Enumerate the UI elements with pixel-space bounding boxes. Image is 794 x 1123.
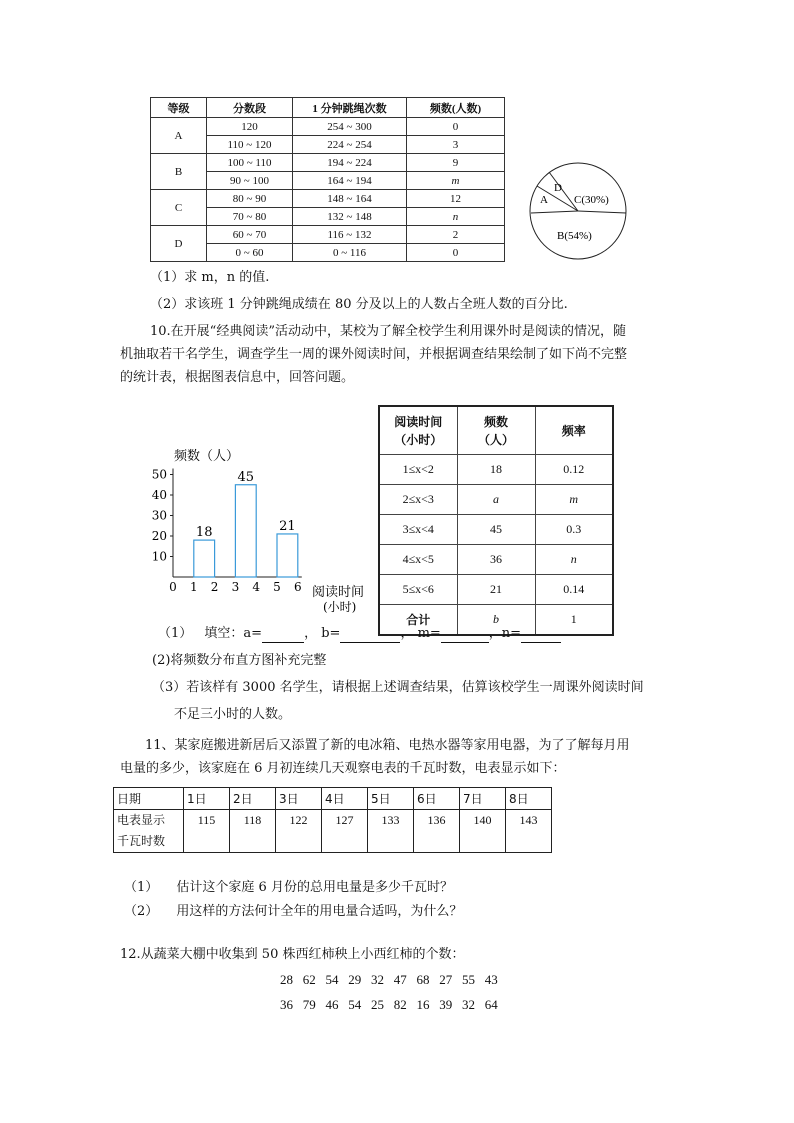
x-tick-label: 3 [231,580,240,594]
blank-n[interactable] [521,628,561,643]
table-cell: 1 [535,605,613,636]
grade-table [150,97,505,262]
q10-sub1-m: ， m= [400,626,441,641]
q12-line: 12.从蔬菜大棚中收集到 50 株西红柿秧上小西红柿的个数： [120,947,465,962]
table-cell: 194 ~ 224 [293,154,407,172]
blank-a[interactable] [262,628,304,643]
table-cell: 224 ~ 254 [293,136,407,154]
q11-part2-number: （2） [124,904,159,919]
pie-divider [531,211,578,213]
meter-table [113,787,552,853]
table-cell: 0.14 [535,575,613,605]
q10-part2: (2)将频数分布直方图补充完整 [152,653,327,668]
pie-label-c: C(30%) [574,194,609,206]
y-tick-label: 40 [151,488,167,502]
table-row [379,575,613,605]
reading-frequency-table [378,405,614,636]
x-axis-label: 阅读时间 [312,585,365,600]
q11-part2 [124,903,462,921]
q9-part2: （2）求该班 1 分钟跳绳成绩在 80 分及以上的人数占全班人数的百分比. [150,297,568,312]
table-cell: 2≤x<3 [379,485,457,515]
q9-part1: （1）求 m，n 的值. [150,270,270,285]
reading-cell: 140 [460,810,506,853]
table-cell: 254 ~ 300 [293,118,407,136]
q10-part3: （3）若该样有 3000 名学生，请根据上述调查结果，估算该校学生一周课外阅读时间 [152,680,644,695]
reading-label-line: 电表显示 [117,813,166,827]
table-cell: 60 ~ 70 [207,226,293,244]
q11-part1 [124,879,453,897]
table-row [151,154,505,172]
table-cell: m [407,172,505,190]
q11-line: 11、某家庭搬进新居后又添置了新的电冰箱、电热水器等家用电器，为了了解每月用 [145,738,630,753]
q12-data-row: 36 79 46 54 25 82 16 39 32 64 [280,997,498,1012]
table-cell: 3 [407,136,505,154]
table-cell: 116 ~ 132 [293,226,407,244]
q12-data-row: 28 62 54 29 32 47 68 27 55 43 [280,972,498,987]
reading-label [114,810,184,853]
reading-cell: 115 [184,810,230,853]
grade-cell: B [151,154,207,190]
y-tick-label: 10 [151,549,167,564]
x-tick-label: 6 [293,580,302,594]
histogram-bar [194,540,215,577]
day-cell: 3日 [276,788,322,810]
q10-sub1-number: （1） [158,626,193,641]
grade-cell: D [151,226,207,262]
header-cell: 频数(人数) [407,98,505,118]
table-cell: 36 [457,545,535,575]
blank-m[interactable] [441,628,489,643]
histogram-bar [235,485,256,577]
pie-divider [578,211,626,213]
q10-line: 10.在开展“经典阅读”活动动中，某校为了解全校学生利用课外时是阅读的情况，随 [150,324,626,339]
header-cell: 频率 [535,406,613,455]
y-axis-label: 频数（人） [174,449,240,464]
table-row [114,788,552,810]
x-tick-label: 4 [252,580,261,594]
table-cell: 3≤x<4 [379,515,457,545]
pie-label-b: B(54%) [557,230,592,242]
y-tick-label: 50 [151,467,167,482]
q10-line: 机抽取若干名学生，调查学生一周的课外阅读时间，并根据调查结果绘制了如下尚不完整 [120,347,628,362]
day-cell: 4日 [322,788,368,810]
day-cell: 2日 [230,788,276,810]
grade-table-header [151,98,505,118]
day-cell: 1日 [184,788,230,810]
header-cell: 1 分钟跳绳次数 [293,98,407,118]
table-cell: 132 ~ 148 [293,208,407,226]
table-header-row [379,406,613,455]
table-cell: 5≤x<6 [379,575,457,605]
q11-part1-number: （1） [124,880,159,895]
table-cell: 12 [407,190,505,208]
x-tick-label: 1 [189,580,198,594]
q10-part3-cont: 不足三小时的人数。 [174,707,292,722]
header-cell: 频数 （人） [457,406,535,455]
table-cell: 4≤x<5 [379,545,457,575]
x-tick-label: 2 [210,580,219,594]
table-row [379,545,613,575]
x-tick-label: 5 [273,580,281,594]
table-cell: 0.12 [535,455,613,485]
table-cell: 164 ~ 194 [293,172,407,190]
header-cell: 阅读时间 （小时） [379,406,457,455]
table-row [379,515,613,545]
table-cell: 2 [407,226,505,244]
table-cell: 110 ~ 120 [207,136,293,154]
q10-sub1-n: ，n= [488,626,522,641]
table-row [151,118,505,136]
table-cell: 0 [407,118,505,136]
table-row [379,485,613,515]
pie-label-a: A [540,194,548,206]
q11-line: 电量的多少，该家庭在 6 月初连续几天观察电表的千瓦时数，电表显示如下： [120,761,566,776]
table-cell: b [457,605,535,636]
blank-b[interactable] [340,628,400,643]
table-cell: 80 ~ 90 [207,190,293,208]
day-cell: 7日 [460,788,506,810]
q10-fill-line [158,625,561,643]
bar-value-label: 18 [195,525,213,541]
grade-pie-chart [524,160,634,262]
bar-value-label: 45 [237,469,255,485]
table-cell: 100 ~ 110 [207,154,293,172]
table-cell: 18 [457,455,535,485]
y-tick-label: 30 [151,508,167,523]
table-cell: 0 [407,244,505,262]
day-cell: 8日 [506,788,552,810]
table-cell: n [535,545,613,575]
reading-cell: 127 [322,810,368,853]
pie-label-d: D [554,182,562,194]
reading-cell: 118 [230,810,276,853]
table-cell: 21 [457,575,535,605]
table-cell: m [535,485,613,515]
table-cell: 148 ~ 164 [293,190,407,208]
q10-sub1-b: ， b= [304,626,341,641]
q11-part2-text: 用这样的方法何计全年的用电量合适吗，为什么？ [176,904,463,919]
grade-cell: C [151,190,207,226]
header-cell: 等级 [151,98,207,118]
reading-cell: 136 [414,810,460,853]
header-cell: 分数段 [207,98,293,118]
table-cell: 90 ~ 100 [207,172,293,190]
reading-cell: 143 [506,810,552,853]
q10-sub1-a: 填空：a= [204,626,263,641]
table-cell: 0 ~ 60 [207,244,293,262]
table-cell: 120 [207,118,293,136]
reading-histogram [140,440,380,616]
table-cell: 合计 [379,605,457,636]
table-row [379,455,613,485]
table-row [151,190,505,208]
day-cell: 6日 [414,788,460,810]
table-cell: 70 ~ 80 [207,208,293,226]
table-cell: a [457,485,535,515]
day-cell: 5日 [368,788,414,810]
table-cell: 0.3 [535,515,613,545]
x-axis-unit: (小时) [323,600,357,614]
q11-part1-text: 估计这个家庭 6 月份的总用电量是多少千瓦时？ [176,880,453,895]
reading-cell: 133 [368,810,414,853]
reading-cell: 122 [276,810,322,853]
x-tick-label: 0 [169,580,177,594]
table-row [151,226,505,244]
table-cell: 1≤x<2 [379,455,457,485]
q10-line: 的统计表，根据图表信息中，回答问题。 [120,370,355,385]
grade-cell: A [151,118,207,154]
table-cell: 0 ~ 116 [293,244,407,262]
table-cell: n [407,208,505,226]
reading-label-line: 千瓦时数 [117,834,166,848]
y-tick-label: 20 [151,529,167,543]
table-cell: 9 [407,154,505,172]
table-cell: 45 [457,515,535,545]
bar-value-label: 21 [279,518,296,534]
day-label: 日期 [114,788,184,810]
table-row [114,810,552,853]
histogram-bar [277,534,298,577]
